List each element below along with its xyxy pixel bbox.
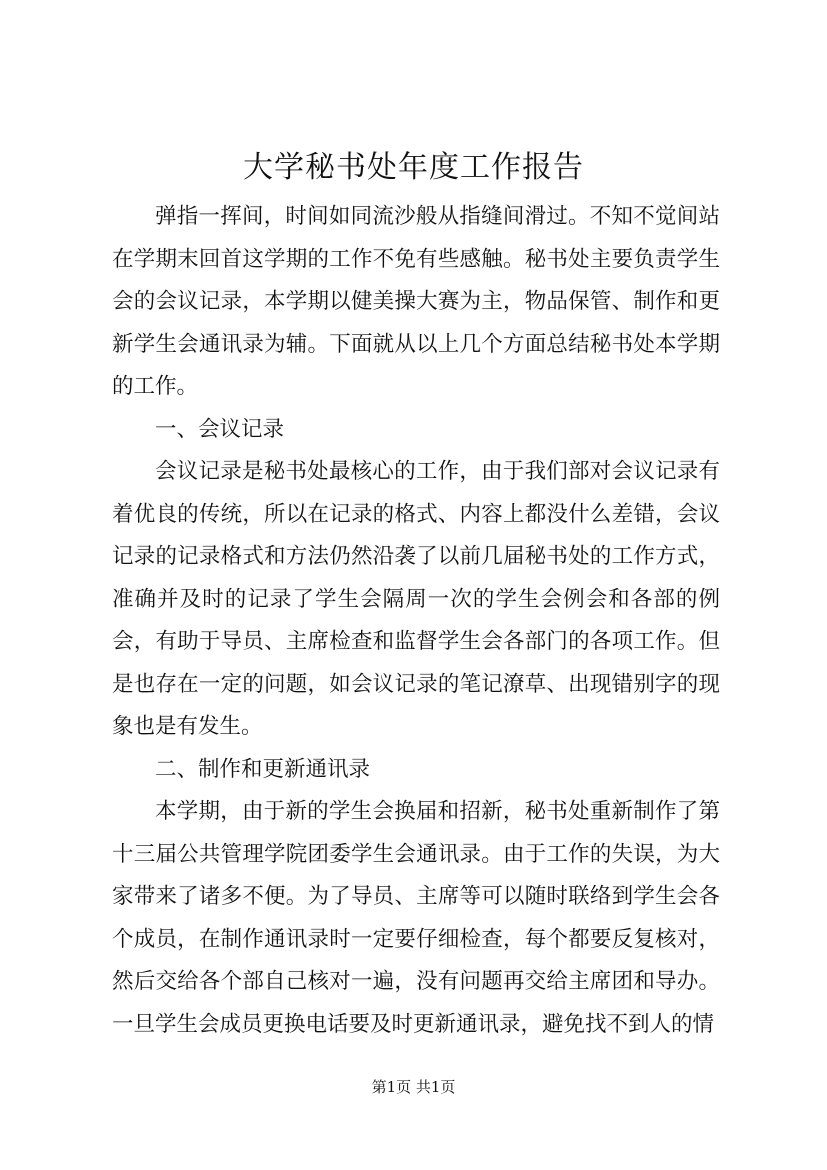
paragraph-contact-list: 本学期，由于新的学生会换届和招新，秘书处重新制作了第十三届公共管理学院团委学生会通讯录。由于工作的失误，为大家带来了诸多不便。为了导员、主席等可以随时联络到学生会各个成员，在制作通讯录时一定要仔细检查，每个都要反复核对，然后交给各个部自己核对一遍，没有问题再交给主席团和导办。一旦学生会成员更换电话要及时更新通讯录，避免找不到人的情 — [112, 799, 720, 1037]
section-heading-contact-list: 二、制作和更新通讯录 — [155, 756, 371, 782]
document-body — [112, 196, 720, 1046]
section-heading-meeting-records: 一、会议记录 — [155, 416, 285, 442]
page-number-footer: 第1页 共1页 — [371, 1078, 456, 1096]
document-title: 大学秘书处年度工作报告 — [243, 150, 584, 185]
paragraph-meeting-records: 会议记录是秘书处最核心的工作，由于我们部对会议记录有着优良的传统，所以在记录的格式、内容上都没什么差错，会议记录的记录格式和方法仍然沿袭了以前几届秘书处的工作方式，准确并及时的记录了学生会隔周一次的学生会例会和各部的例会，有助于导员、主席检查和监督学生会各部门的各项工作。但是也存在一定的问题，如会议记录的笔记潦草、出现错别字的现象也是有发生。 — [112, 459, 720, 739]
paragraph-intro: 弹指一挥间，时间如同流沙般从指缝间滑过。不知不觉间站在学期末回首这学期的工作不免有些感触。秘书处主要负责学生会的会议记录，本学期以健美操大赛为主，物品保管、制作和更新学生会通讯录为辅。下面就从以上几个方面总结秘书处本学期的工作。 — [112, 204, 720, 399]
